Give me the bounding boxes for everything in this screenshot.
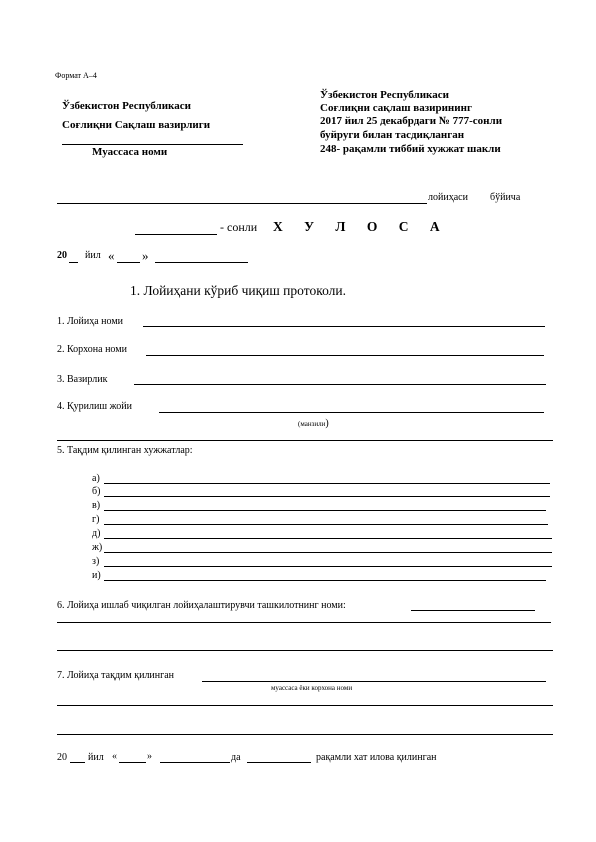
section7-line-2[interactable] <box>57 705 553 706</box>
footer-quote-close: » <box>147 751 152 762</box>
date-year-word: йил <box>85 250 101 261</box>
section7-line-3[interactable] <box>57 734 553 735</box>
right-header-line5: 248- рақамли тиббий хужжат шакли <box>320 143 501 155</box>
address-line[interactable] <box>57 440 553 441</box>
project-by: бўйича <box>490 192 521 203</box>
protocol-heading: 1. Лойиҳани кўриб чиқиш протоколи. <box>130 283 346 298</box>
footer-year-word: йил <box>88 752 104 763</box>
right-header-line2: Соғлиқни сақлаш вазирининг <box>320 102 472 114</box>
field-project-name-label: 1. Лойиҳа номи <box>57 316 124 327</box>
doc-item-label: г) <box>92 514 100 525</box>
field-construction-site-label: 4. Қурилиш жойи <box>57 401 132 412</box>
footer-quote-open: « <box>112 751 117 762</box>
doc-item-label: и) <box>92 570 101 581</box>
address-caption: (манзили) <box>298 418 329 429</box>
left-header-line2: Соғлиқни Сақлаш вазирлиги <box>62 119 211 131</box>
footer-tail: рақамли хат илова қилинган <box>316 752 437 763</box>
section7-label: 7. Лойиҳа тақдим қилинган <box>57 670 175 681</box>
footer-day-line[interactable] <box>119 762 146 763</box>
doc-item-label: ж) <box>92 542 103 553</box>
institution-name-line[interactable] <box>62 144 243 145</box>
doc-item-label: б) <box>92 486 101 497</box>
project-name-line[interactable] <box>57 203 427 204</box>
doc-item-label: з) <box>92 556 100 567</box>
date-month-line[interactable] <box>155 262 248 263</box>
left-header-line1: Ўзбекистон Республикаси <box>62 100 191 112</box>
date-quote-open: « <box>108 248 115 263</box>
right-header-line4: буйруги билан тасдиқланган <box>320 129 465 141</box>
field-ministry-line[interactable] <box>134 384 546 385</box>
doc-item-label: д) <box>92 528 101 539</box>
project-suffix: лойиҳаси <box>428 192 468 203</box>
right-header-line1: Ўзбекистон Республикаси <box>320 89 449 101</box>
format-label: Формат А–4 <box>55 71 97 80</box>
field-company-name-line[interactable] <box>146 355 544 356</box>
conclusion-number-line[interactable] <box>135 234 217 235</box>
field-project-name-line[interactable] <box>143 326 545 327</box>
doc-item-line[interactable] <box>104 524 548 525</box>
footer-year-line[interactable] <box>70 762 85 763</box>
doc-item-line[interactable] <box>104 552 552 553</box>
section6-line-3[interactable] <box>57 650 553 651</box>
section6-label: 6. Лойиҳа ишлаб чиқилган лойиҳалаштирувчи ташкилотнинг номи: <box>57 600 346 611</box>
footer-da: да <box>231 752 241 763</box>
number-suffix: - сонли <box>220 220 258 234</box>
section7-caption: муассаса ёки корхона номи <box>271 684 353 692</box>
footer-number-line[interactable] <box>247 762 311 763</box>
doc-item-line[interactable] <box>104 580 546 581</box>
section6-answer-line[interactable] <box>411 610 535 611</box>
doc-item-line[interactable] <box>104 566 552 567</box>
doc-item-line[interactable] <box>104 510 546 511</box>
doc-item-line[interactable] <box>104 496 550 497</box>
date-day-line[interactable] <box>117 262 140 263</box>
doc-item-line[interactable] <box>104 483 550 484</box>
date-year-prefix: 20 <box>57 250 67 261</box>
field-company-name-label: 2. Корхона номи <box>57 344 127 355</box>
institution-caption: Муассаса номи <box>92 146 168 158</box>
field-submitted-docs-label: 5. Тақдим қилинган хужжатлар: <box>57 445 193 456</box>
doc-item-label: в) <box>92 500 101 511</box>
field-construction-site-line[interactable] <box>159 412 544 413</box>
page-title: Х У Л О С А <box>273 219 449 234</box>
section6-line-2[interactable] <box>57 622 551 623</box>
footer-year-prefix: 20 <box>57 752 67 763</box>
section7-answer-line[interactable] <box>202 681 546 682</box>
date-quote-close: » <box>142 248 149 263</box>
footer-month-line[interactable] <box>160 762 230 763</box>
date-year-line[interactable] <box>69 262 78 263</box>
doc-item-line[interactable] <box>104 538 552 539</box>
doc-item-label: а) <box>92 473 100 484</box>
right-header-line3: 2017 йил 25 декабрдаги № 777-сонли <box>320 115 503 127</box>
field-ministry-label: 3. Вазирлик <box>57 374 108 385</box>
